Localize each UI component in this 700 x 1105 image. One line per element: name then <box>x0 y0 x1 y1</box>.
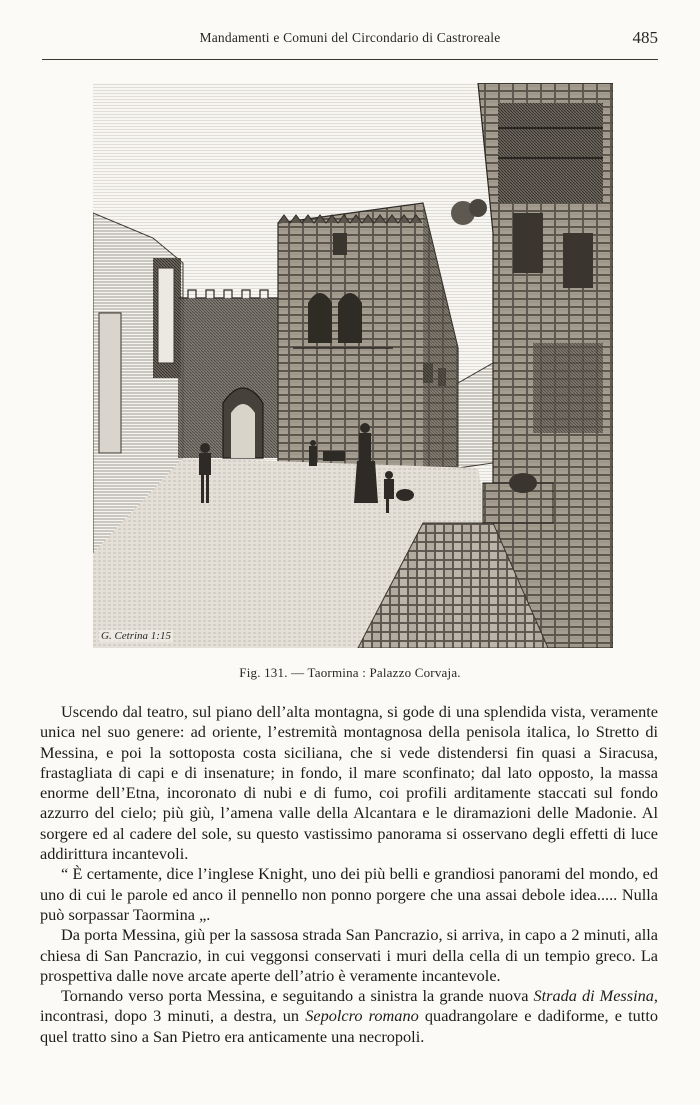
paragraph: “ È certamente, dice l’inglese Knight, uno dei più belli e grandiosi panorami del mondo, ed uno di cui le parole ed anco il pennello non ponno porgere che una assai debole idea..... Nulla può sorpassar Taormina „. <box>40 864 658 924</box>
body-text <box>40 702 658 1047</box>
paragraph-text: , incontrasi, dopo 3 minuti, a destra, un <box>40 986 658 1026</box>
palazzo-corvaja-illustration <box>93 83 613 648</box>
running-header <box>42 28 658 50</box>
paragraph: Uscendo dal teatro, sul piano dell’alta montagna, si gode di una splendida vista, veramente unica nel suo genere: ad oriente, l’estremità montagnosa della penisola italica, lo Stretto di Messina, e poi la sottoposta costa siciliana, che si vede distendersi fin quasi a Siracusa, frastagliata di capi e di insenature; in fondo, il mare sconfinato; dal lato opposto, la massa enorme dell’Etna, incoronato di nubi e di fumo, coi profili arditamente staccati sul fondo azzurro del cielo; più giù, l’amena valle della Alcantara e le diramazioni delle Madonie. Al sorgere ed al cadere del sole, su questo vastissimo panorama si osservano degli effetti di luce addirittura incantevoli. <box>40 702 658 864</box>
italic-monument-name: Sepolcro romano <box>305 1006 419 1026</box>
engraving-figure <box>93 83 613 648</box>
header-title: Mandamenti e Comuni del Circondario di Castroreale <box>199 30 501 45</box>
paragraph: Da porta Messina, giù per la sassosa strada San Pancrazio, si arriva, in capo a 2 minuti, alla chiesa di San Pancrazio, in cui veggonsi conservati i muri della cella di un tempio greco. La prospettiva dalle nove arcate aperte dell’atrio è veramente incantevole. <box>40 925 658 985</box>
page-number: 485 <box>632 28 658 47</box>
paragraph <box>40 986 658 1047</box>
header-rule <box>42 59 658 60</box>
paragraph-text: Tornando verso porta Messina, e seguitando a sinistra la grande nuova <box>61 986 534 1006</box>
figure-caption: Fig. 131. — Taormina : Palazzo Corvaja. <box>239 665 461 680</box>
italic-place-name: Strada di Messina <box>533 986 654 1006</box>
paragraph-text: quadrangolare e dadiforme, e tutto quel tratto sino a San Pietro era anticamente una necropoli. <box>40 1006 658 1046</box>
engraver-signature: G. Cetrina 1:15 <box>101 630 171 642</box>
